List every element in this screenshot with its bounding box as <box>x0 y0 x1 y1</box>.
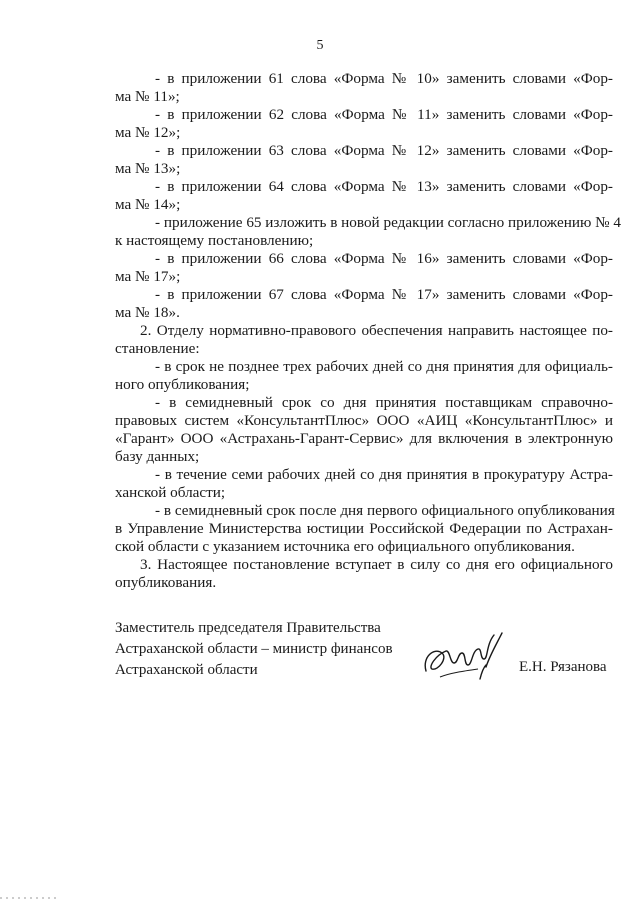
signatory-position-line: Астраханской области – министр финансов <box>115 641 393 657</box>
body-line: к настоящему постановлению; <box>115 232 314 249</box>
body-line: «Гарант» ООО «Астрахань-Гарант-Сервис» для включения в электронную <box>115 430 613 447</box>
body-line: - в приложении 64 слова «Форма № 13» заменить словами «Фор- <box>155 178 613 195</box>
signatory-position-line: Астраханской области <box>115 662 258 678</box>
body-line: - приложение 65 изложить в новой редакции согласно приложению № 4 <box>155 214 621 231</box>
handwritten-signature <box>420 627 510 691</box>
page-number: 5 <box>316 38 324 53</box>
body-line: 2. Отделу нормативно-правового обеспечения направить настоящее по- <box>140 322 613 339</box>
signatory-name: Е.Н. Рязанова <box>519 659 607 675</box>
body-line: ма № 18». <box>115 304 180 321</box>
body-line: базу данных; <box>115 448 200 465</box>
scan-artifact <box>0 897 60 899</box>
body-line: ма № 14»; <box>115 196 181 213</box>
body-line: ма № 17»; <box>115 268 181 285</box>
signatory-position-line: Заместитель председателя Правительства <box>115 620 381 636</box>
body-line: - в приложении 62 слова «Форма № 11» заменить словами «Фор- <box>155 106 613 123</box>
body-line: - в приложении 61 слова «Форма № 10» заменить словами «Фор- <box>155 70 613 87</box>
body-line: - в срок не позднее трех рабочих дней со дня принятия для официаль- <box>155 358 613 375</box>
body-line: ма № 11»; <box>115 88 180 105</box>
body-line: в Управление Министерства юстиции Российской Федерации по Астрахан- <box>115 520 613 537</box>
body-line: ханской области; <box>115 484 226 501</box>
body-line: опубликования. <box>115 574 217 591</box>
body-line: - в приложении 67 слова «Форма № 17» заменить словами «Фор- <box>155 286 613 303</box>
body-line: становление: <box>115 340 200 357</box>
body-line: правовых систем «КонсультантПлюс» ООО «АИЦ «КонсультантПлюс» и <box>115 412 613 429</box>
body-line: - в семидневный срок со дня принятия поставщикам справочно- <box>155 394 613 411</box>
body-line: ской области с указанием источника его официального опубликования. <box>115 538 575 555</box>
body-line: - в течение семи рабочих дней со дня принятия в прокуратуру Астра- <box>155 466 613 483</box>
body-line: 3. Настоящее постановление вступает в силу со дня его официального <box>140 556 613 573</box>
body-line: ма № 12»; <box>115 124 181 141</box>
body-line: ма № 13»; <box>115 160 181 177</box>
body-line: ного опубликования; <box>115 376 250 393</box>
body-line: - в семидневный срок после дня первого официального опубликования <box>155 502 615 519</box>
body-line: - в приложении 63 слова «Форма № 12» заменить словами «Фор- <box>155 142 613 159</box>
body-line: - в приложении 66 слова «Форма № 16» заменить словами «Фор- <box>155 250 613 267</box>
